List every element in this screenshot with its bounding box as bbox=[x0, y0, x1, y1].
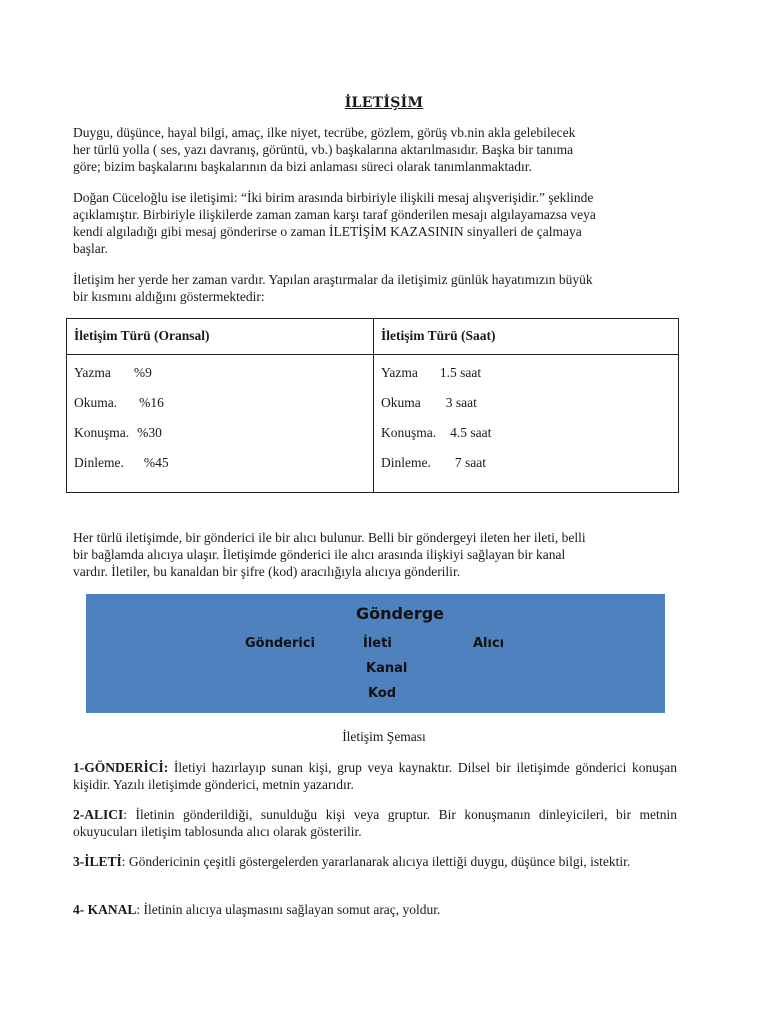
table-cell-hours bbox=[374, 355, 679, 493]
intro-line: göre; bizim başkalarını başkalarının da bizi anlaması süreci olarak tanımlanmaktadır. bbox=[73, 159, 532, 174]
intro-line: Duygu, düşünce, hayal bilgi, amaç, ilke niyet, tecrübe, gözlem, görüş vb.nin akla gelebilecek bbox=[73, 125, 576, 140]
row-value: %9 bbox=[133, 365, 152, 380]
definition-text: : İletinin gönderildiği, sunulduğu kişi veya gruptur. Bir konuşmanın dinleyicileri, bir metnin okuyucuları iletişim tablosunda alıcı olarak gösterilir. bbox=[73, 807, 677, 839]
page-title: İLETİŞİM bbox=[344, 95, 424, 111]
row-label: Yazma bbox=[74, 365, 111, 380]
row-label: Okuma. bbox=[74, 395, 118, 410]
definition-message bbox=[73, 853, 677, 870]
row-value: %16 bbox=[139, 395, 164, 410]
cuceloglu-line: açıklamıştır. Birbiriyle ilişkilerde zaman zaman karşı taraf gönderilen mesajı algılayamazsa veya bbox=[73, 207, 596, 222]
diagram-sender: Gönderici bbox=[245, 636, 316, 651]
communication-diagram bbox=[86, 594, 665, 713]
row-label: Okuma bbox=[381, 395, 421, 410]
row-label: Konuşma. bbox=[74, 425, 130, 440]
definition-channel bbox=[73, 901, 677, 918]
cuceloglu-line: Doğan Cüceloğlu ise iletişimi: “İki birim arasında birbiriyle ilişkili mesaj alışverişidir.” şeklinde bbox=[73, 190, 594, 205]
cuceloglu-paragraph bbox=[73, 189, 683, 257]
table-row bbox=[381, 424, 678, 454]
definition-text: : Göndericinin çeşitli göstergelerden yararlanarak alıcıya ilettiği duygu, düşünce bilgi, istektir. bbox=[121, 854, 631, 869]
sender-receiver-paragraph bbox=[73, 529, 683, 580]
row-label: Dinleme. bbox=[381, 455, 431, 470]
table-row bbox=[381, 364, 678, 394]
definition-term: 4- KANAL bbox=[73, 902, 137, 917]
table-row bbox=[74, 364, 373, 394]
definition-receiver bbox=[73, 806, 677, 840]
definition-sender bbox=[73, 759, 677, 793]
cuceloglu-line: başlar. bbox=[73, 241, 108, 256]
intro-line: her türlü yolla ( ses, yazı davranış, görüntü, vb.) başkalarına aktarılmasıdır. Başka bir tanıma bbox=[73, 142, 574, 157]
definition-text: İletiyi hazırlayıp sunan kişi, grup veya kaynaktır. Dilsel bir iletişimde gönderici konuşan kişidir. Yazılı iletişimde gönderici, metnin yazarıdır. bbox=[73, 760, 677, 792]
definition-term: 1-GÖNDERİCİ: bbox=[73, 760, 169, 775]
communication-table bbox=[66, 318, 679, 493]
intro-paragraph bbox=[73, 124, 683, 175]
diagram-code: Kod bbox=[368, 686, 397, 701]
row-value: 4.5 saat bbox=[450, 425, 492, 440]
definition-term: 2-ALICI bbox=[73, 807, 124, 822]
row-value: %45 bbox=[143, 455, 169, 470]
table-row bbox=[381, 394, 678, 424]
research-paragraph bbox=[73, 271, 683, 305]
table-row bbox=[74, 454, 373, 484]
diagram-message: İleti bbox=[363, 636, 392, 651]
sender-receiver-line: Her türlü iletişimde, bir gönderici ile bir alıcı bulunur. Belli bir göndergeyi ileten her ileti, belli bbox=[73, 530, 586, 545]
table-header-cell bbox=[374, 319, 679, 355]
table-cell-ratio bbox=[67, 355, 374, 493]
table-row bbox=[74, 394, 373, 424]
row-value: %30 bbox=[137, 425, 162, 440]
diagram-caption: İletişim Şeması bbox=[342, 729, 426, 744]
row-label: Yazma bbox=[381, 365, 418, 380]
sender-receiver-line: bir bağlamda alıcıya ulaşır. İletişimde gönderici ile alıcı arasında ilişkiyi sağlayan bir kanal bbox=[73, 547, 566, 562]
header-hours: İletişim Türü (Saat) bbox=[381, 328, 496, 343]
research-line: bir kısmını aldığını göstermektedir: bbox=[73, 289, 265, 304]
row-value: 3 saat bbox=[445, 395, 477, 410]
table-row bbox=[74, 424, 373, 454]
sender-receiver-line: vardır. İletiler, bu kanaldan bir şifre (kod) aracılığıyla alıcıya gönderilir. bbox=[73, 564, 461, 579]
diagram-title: Gönderge bbox=[356, 604, 445, 623]
research-line: İletişim her yerde her zaman vardır. Yapılan araştırmalar da iletişimiz günlük hayatımızın büyük bbox=[73, 272, 593, 287]
header-ratio: İletişim Türü (Oransal) bbox=[74, 328, 210, 343]
row-value: 7 saat bbox=[454, 455, 486, 470]
table-header-cell bbox=[67, 319, 374, 355]
definition-term: 3-İLETİ bbox=[73, 854, 122, 869]
diagram-receiver: Alıcı bbox=[473, 636, 505, 651]
table-row bbox=[381, 454, 678, 484]
row-value: 1.5 saat bbox=[439, 365, 482, 380]
row-label: Konuşma. bbox=[381, 425, 437, 440]
row-label: Dinleme. bbox=[74, 455, 124, 470]
cuceloglu-line: kendi algıladığı gibi mesaj gönderirse o zaman İLETİŞİM KAZASININ sinyalleri de çalmaya bbox=[73, 224, 582, 239]
diagram-channel: Kanal bbox=[366, 661, 408, 676]
definition-text: : İletinin alıcıya ulaşmasını sağlayan somut araç, yoldur. bbox=[136, 902, 441, 917]
